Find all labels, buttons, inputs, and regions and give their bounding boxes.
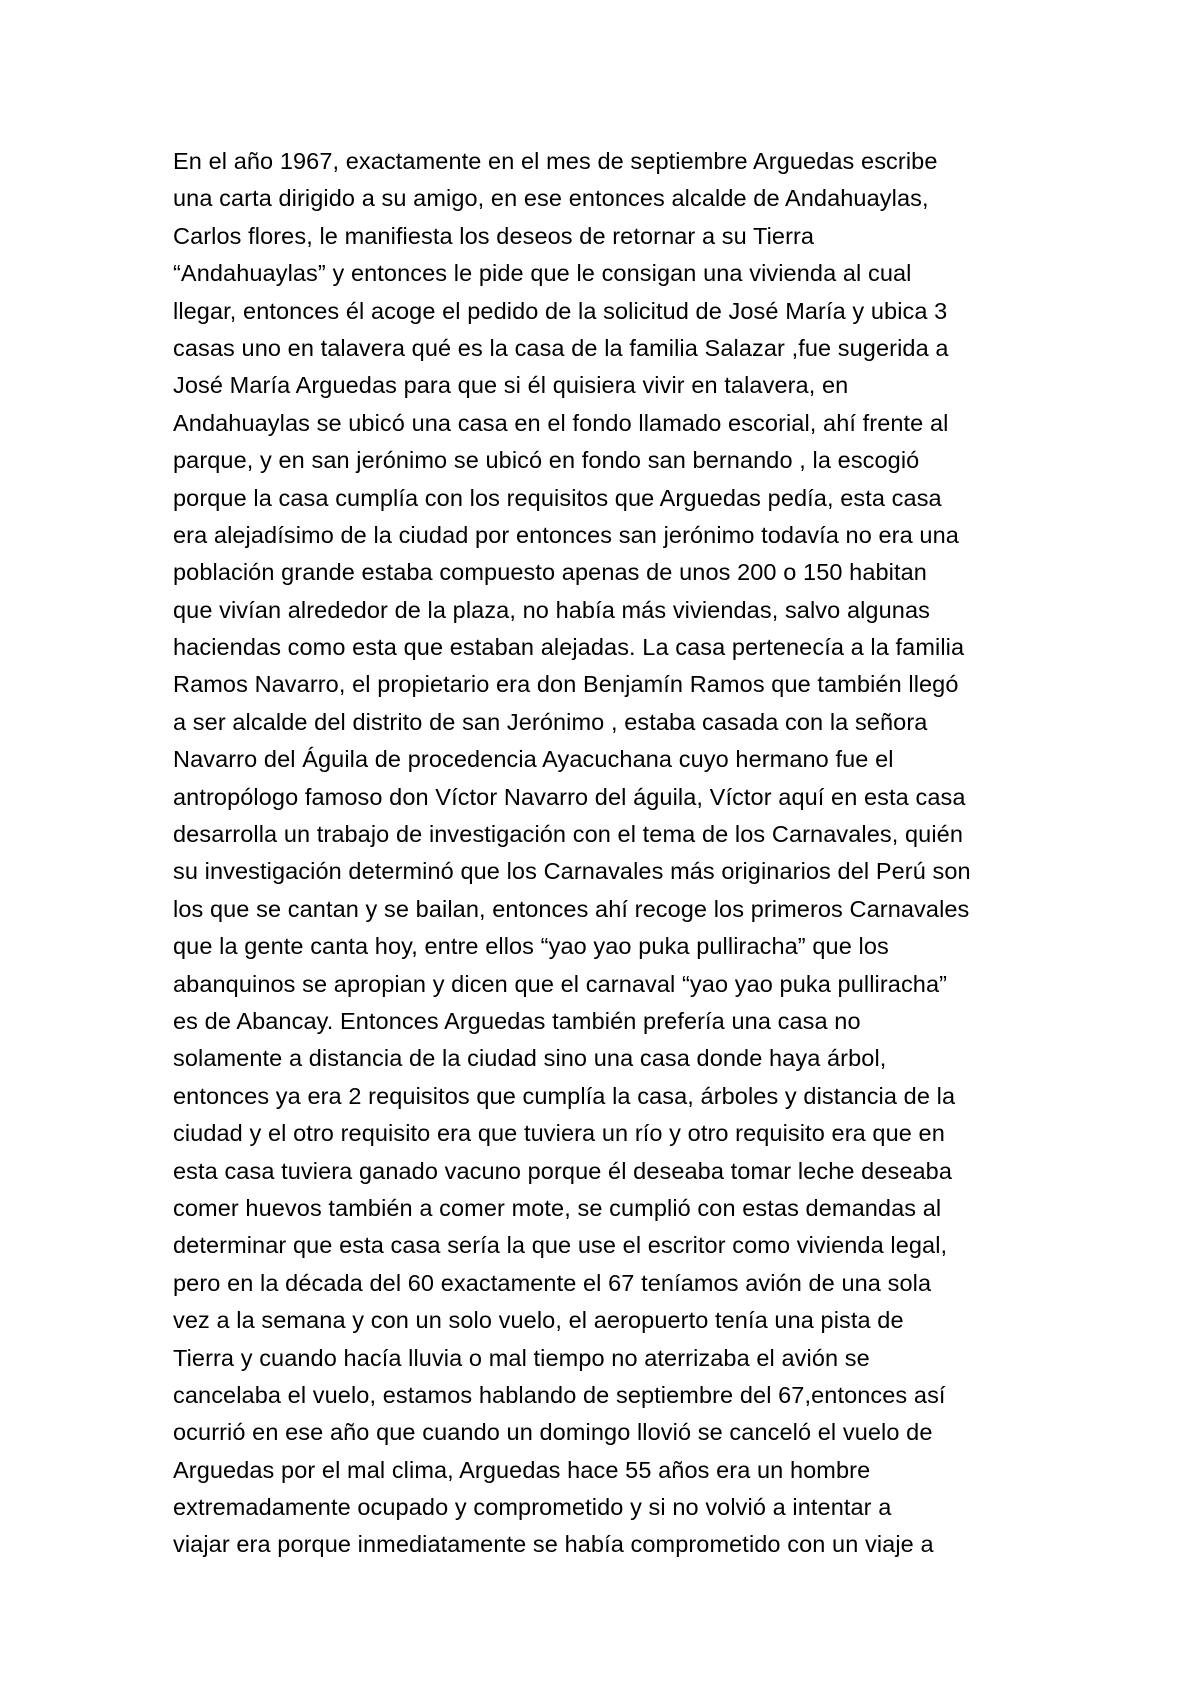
- text-line: José María Arguedas para que si él quisiera vivir en talavera, en: [173, 372, 849, 399]
- text-line: porque la casa cumplía con los requisitos que Arguedas pedía, esta casa: [173, 484, 942, 511]
- text-line: ciudad y el otro requisito era que tuviera un río y otro requisito era que en: [173, 1120, 945, 1147]
- text-line: haciendas como esta que estaban alejadas. La casa pertenecía a la familia: [173, 634, 965, 661]
- text-line: a ser alcalde del distrito de san Jerónimo , estaba casada con la señora: [173, 708, 928, 735]
- text-line: Andahuaylas se ubicó una casa en el fondo llamado escorial, ahí frente al: [173, 409, 949, 436]
- text-line: era alejadísimo de la ciudad por entonces san jerónimo todavía no era una: [173, 521, 959, 548]
- text-line: extremadamente ocupado y comprometido y si no volvió a intentar a: [173, 1494, 892, 1521]
- text-line: Arguedas por el mal clima, Arguedas hace 55 años era un hombre: [173, 1456, 871, 1483]
- text-line: pero en la década del 60 exactamente el 67 teníamos avión de una sola: [173, 1269, 932, 1296]
- text-line: población grande estaba compuesto apenas de unos 200 o 150 habitan: [173, 559, 927, 586]
- text-line: determinar que esta casa sería la que use el escritor como vivienda legal,: [173, 1232, 948, 1259]
- text-line: antropólogo famoso don Víctor Navarro del águila, Víctor aquí en esta casa: [173, 783, 966, 810]
- text-line: una carta dirigido a su amigo, en ese entonces alcalde de Andahuaylas,: [173, 185, 929, 212]
- text-line: solamente a distancia de la ciudad sino una casa donde haya árbol,: [173, 1045, 887, 1072]
- text-line: llegar, entonces él acoge el pedido de la solicitud de José María y ubica 3: [173, 297, 948, 324]
- text-line: Ramos Navarro, el propietario era don Benjamín Ramos que también llegó: [173, 671, 959, 698]
- text-line: su investigación determinó que los Carnavales más originarios del Perú son: [173, 858, 971, 885]
- text-line: es de Abancay. Entonces Arguedas también prefería una casa no: [173, 1007, 861, 1034]
- text-line: parque, y en san jerónimo se ubicó en fondo san bernando , la escogió: [173, 447, 920, 474]
- text-line: casas uno en talavera qué es la casa de la familia Salazar ,fue sugerida a: [173, 334, 949, 361]
- text-line: viajar era porque inmediatamente se había comprometido con un viaje a: [173, 1531, 934, 1558]
- text-line: comer huevos también a comer mote, se cumplió con estas demandas al: [173, 1194, 942, 1221]
- text-line: “Andahuaylas” y entonces le pide que le consigan una vivienda al cual: [173, 260, 912, 287]
- text-line: cancelaba el vuelo, estamos hablando de septiembre del 67,entonces así: [173, 1381, 946, 1408]
- text-line: Carlos flores, le manifiesta los deseos de retornar a su Tierra: [173, 222, 815, 249]
- text-line: vez a la semana y con un solo vuelo, el aeropuerto tenía una pista de: [173, 1307, 904, 1334]
- text-line: Tierra y cuando hacía lluvia o mal tiempo no aterrizaba el avión se: [173, 1344, 870, 1371]
- text-line: entonces ya era 2 requisitos que cumplía la casa, árboles y distancia de la: [173, 1082, 956, 1109]
- text-line: que vivían alrededor de la plaza, no había más viviendas, salvo algunas: [173, 596, 930, 623]
- text-line: abanquinos se apropian y dicen que el carnaval “yao yao puka pulliracha”: [173, 970, 948, 997]
- text-line: esta casa tuviera ganado vacuno porque él deseaba tomar leche deseaba: [173, 1157, 953, 1184]
- text-line: En el año 1967, exactamente en el mes de septiembre Arguedas escribe: [173, 148, 938, 174]
- text-line: desarrolla un trabajo de investigación con el tema de los Carnavales, quién: [173, 821, 963, 848]
- text-line: que la gente canta hoy, entre ellos “yao yao puka pulliracha” que los: [173, 933, 889, 960]
- text-line: ocurrió en ese año que cuando un domingo llovió se canceló el vuelo de: [173, 1419, 933, 1446]
- body-paragraph: [173, 143, 1073, 1564]
- text-line: Navarro del Águila de procedencia Ayacuchana cuyo hermano fue el: [173, 746, 894, 773]
- text-line: los que se cantan y se bailan, entonces ahí recoge los primeros Carnavales: [173, 895, 970, 922]
